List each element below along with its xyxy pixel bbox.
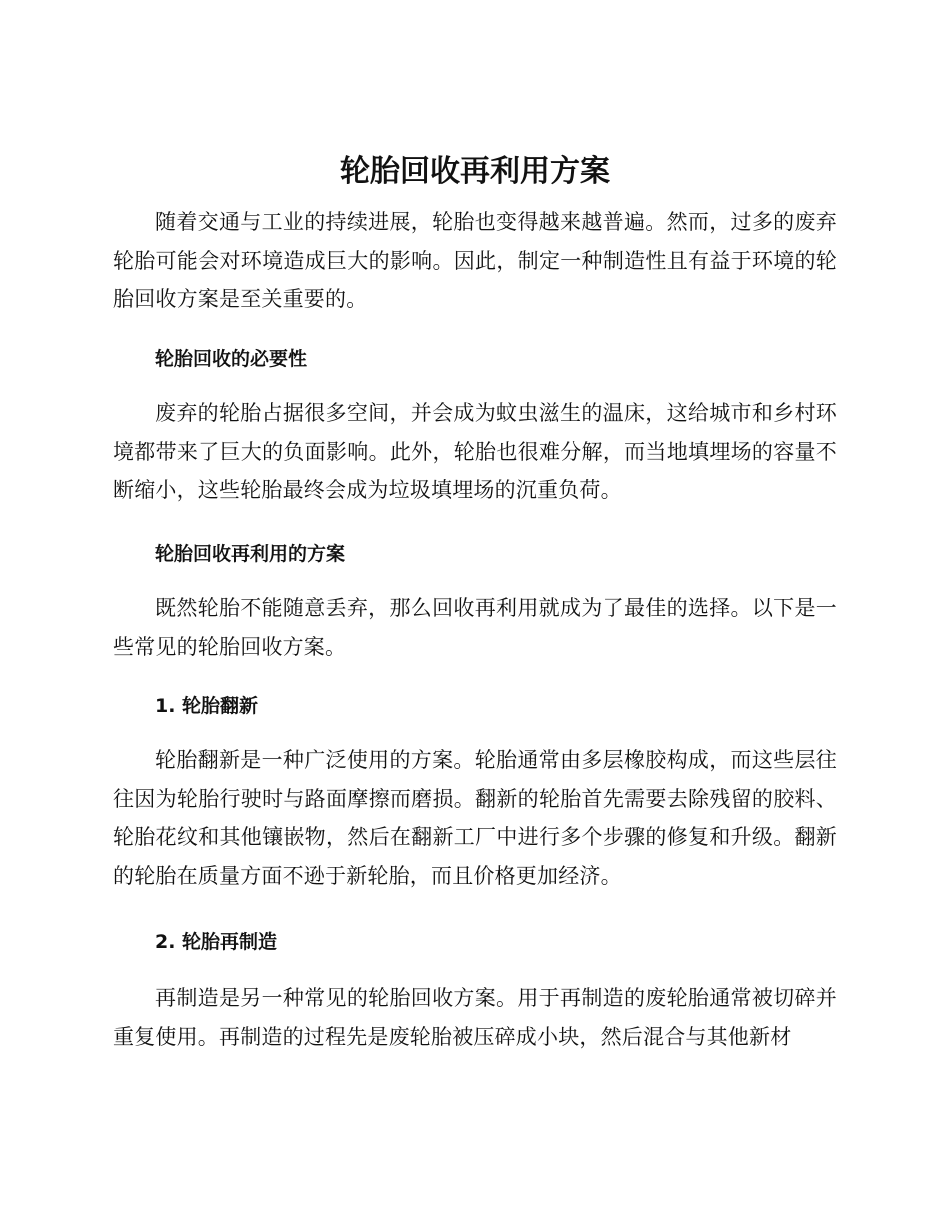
document-title: 轮胎回收再利用方案 xyxy=(340,154,610,189)
section-body-necessity: 废弃的轮胎占据很多空间，并会成为蚊虫滋生的温床，这给城市和乡村环境都带来了巨大的负面影响。此外，轮胎也很难分解，而当地填埋场的容量不断缩小，这些轮胎最终会成为垃圾填埋场的沉重负荷。 xyxy=(113,401,837,502)
section-body-retread: 轮胎翻新是一种广泛使用的方案。轮胎通常由多层橡胶构成，而这些层往往因为轮胎行驶时与路面摩擦而磨损。翻新的轮胎首先需要去除残留的胶料、轮胎花纹和其他镶嵌物，然后在翻新工厂中进行多个步骤的修复和升级。翻新的轮胎在质量方面不逊于新轮胎，而且价格更加经济。 xyxy=(113,748,837,888)
section-body-remanufacture: 再制造是另一种常见的轮胎回收方案。用于再制造的废轮胎通常被切碎并重复使用。再制造的过程先是废轮胎被压碎成小块，然后混合与其他新材 xyxy=(113,986,837,1049)
section-heading-remanufacture: 2. 轮胎再制造 xyxy=(155,931,278,953)
section-heading-retread: 1. 轮胎翻新 xyxy=(155,695,259,717)
section-heading-necessity: 轮胎回收的必要性 xyxy=(155,348,308,370)
section-heading-plan: 轮胎回收再利用的方案 xyxy=(155,543,346,565)
section-body-plan: 既然轮胎不能随意丢弃，那么回收再利用就成为了最佳的选择。以下是一些常见的轮胎回收方案。 xyxy=(113,596,837,659)
intro-paragraph: 随着交通与工业的持续进展，轮胎也变得越来越普遍。然而，过多的废弃轮胎可能会对环境造成巨大的影响。因此，制定一种制造性且有益于环境的轮胎回收方案是至关重要的。 xyxy=(113,210,837,311)
